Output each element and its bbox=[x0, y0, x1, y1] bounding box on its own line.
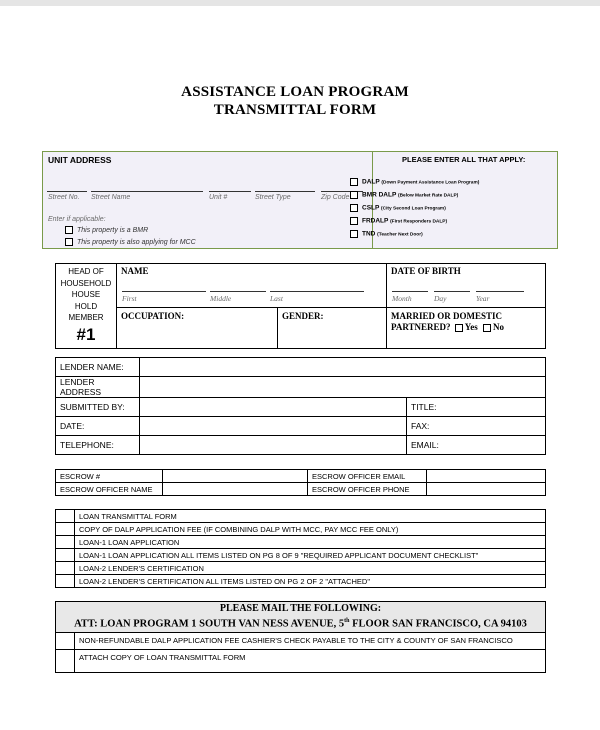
escrow-number-label: ESCROW # bbox=[56, 470, 163, 483]
unit-address-label: UNIT ADDRESS bbox=[48, 155, 112, 165]
mail-address-part: FLOOR SAN FRANCISCO, CA 94103 bbox=[349, 618, 527, 630]
day-line[interactable] bbox=[434, 291, 470, 292]
option-frdalp bbox=[350, 217, 447, 225]
escrow-officer-phone-field[interactable] bbox=[427, 483, 546, 496]
street-type-caption: Street Type bbox=[255, 194, 291, 201]
form-title-line2: TRANSMITTAL FORM bbox=[213, 102, 377, 118]
mail-item: NON-REFUNDABLE DALP APPLICATION FEE CASHIER'S CHECK PAYABLE TO THE CITY & COUNTY OF SAN FRANCISCO bbox=[75, 632, 546, 649]
checklist-checkbox[interactable] bbox=[56, 575, 75, 588]
mail-item-checkbox[interactable] bbox=[56, 632, 75, 649]
name-cell[interactable] bbox=[117, 264, 387, 308]
submitted-by-field[interactable] bbox=[140, 398, 407, 417]
date-label: DATE: bbox=[56, 417, 140, 436]
fax-label: FAX: bbox=[407, 417, 444, 436]
member-number: #1 bbox=[76, 324, 96, 344]
form-title-line1: ASSISTANCE LOAN PROGRAM bbox=[181, 84, 409, 100]
zip-caption: Zip Code bbox=[321, 194, 350, 201]
gender-label: GENDER: bbox=[282, 311, 324, 322]
escrow-officer-email-label: ESCROW OFFICER EMAIL bbox=[308, 470, 427, 483]
checklist-item: COPY OF DALP APPLICATION FEE (IF COMBINING DALP WITH MCC, PAY MCC FEE ONLY) bbox=[75, 523, 546, 536]
unit-no-field[interactable] bbox=[209, 191, 251, 192]
household-label-line: MEMBER bbox=[68, 313, 104, 322]
mcc-checkbox[interactable] bbox=[65, 238, 73, 246]
dalp-desc: (Down Payment Assistance Loan Program) bbox=[381, 180, 480, 186]
cslp-code: CSLP bbox=[362, 204, 380, 212]
email-label: EMAIL: bbox=[407, 436, 444, 455]
checklist-item: LOAN TRANSMITTAL FORM bbox=[75, 510, 546, 523]
no-label: No bbox=[493, 322, 505, 333]
option-tnd bbox=[350, 230, 423, 238]
first-name-line[interactable] bbox=[122, 291, 206, 292]
gender-cell[interactable] bbox=[278, 308, 387, 348]
escrow-officer-phone-label: ESCROW OFFICER PHONE bbox=[308, 483, 427, 496]
enter-if-applicable: Enter if applicable: bbox=[48, 216, 106, 223]
household-label-line: HOUSE bbox=[71, 290, 101, 299]
telephone-field[interactable] bbox=[140, 436, 407, 455]
option-cslp bbox=[350, 204, 446, 212]
bmr-dalp-checkbox[interactable] bbox=[350, 191, 358, 199]
cslp-checkbox[interactable] bbox=[350, 204, 358, 212]
mail-address-sup: th bbox=[344, 618, 350, 624]
bmr-dalp-desc: (Below Market Rate DALP) bbox=[398, 193, 459, 199]
household-label-line: HOLD bbox=[74, 301, 98, 311]
married-yes-checkbox[interactable] bbox=[455, 324, 463, 332]
married-no-checkbox[interactable] bbox=[483, 324, 491, 332]
escrow-officer-name-label: ESCROW OFFICER NAME bbox=[56, 483, 163, 496]
mcc-option bbox=[65, 238, 196, 246]
mcc-option-text: This property is also applying for MCC bbox=[77, 238, 196, 246]
frdalp-code: FRDALP bbox=[362, 217, 389, 225]
mail-item: ATTACH COPY OF LOAN TRANSMITTAL FORM bbox=[75, 649, 546, 672]
street-name-field[interactable] bbox=[91, 191, 203, 192]
email-field[interactable] bbox=[443, 436, 546, 455]
lender-address-field[interactable] bbox=[140, 377, 546, 398]
middle-caption: Middle bbox=[210, 294, 232, 303]
street-no-field[interactable] bbox=[47, 191, 87, 192]
mail-heading-cell bbox=[56, 602, 546, 633]
year-caption: Year bbox=[476, 294, 490, 303]
lender-name-field[interactable] bbox=[140, 358, 546, 377]
option-dalp bbox=[350, 178, 479, 186]
last-caption: Last bbox=[270, 294, 283, 303]
last-name-line[interactable] bbox=[270, 291, 364, 292]
document-checklist-table bbox=[55, 509, 546, 588]
escrow-officer-name-field[interactable] bbox=[163, 483, 308, 496]
apply-heading: PLEASE ENTER ALL THAT APPLY: bbox=[402, 155, 526, 164]
unit-no-caption: Unit # bbox=[209, 194, 228, 201]
year-line[interactable] bbox=[476, 291, 524, 292]
dob-cell[interactable] bbox=[387, 264, 546, 308]
occupation-label: OCCUPATION: bbox=[121, 311, 185, 322]
telephone-label: TELEPHONE: bbox=[56, 436, 140, 455]
option-bmr-dalp bbox=[350, 191, 458, 199]
name-label: NAME bbox=[121, 266, 149, 276]
escrow-table bbox=[55, 469, 546, 496]
submitted-by-label: SUBMITTED BY: bbox=[56, 398, 140, 417]
first-caption: First bbox=[122, 294, 137, 303]
checklist-item: LOAN-1 LOAN APPLICATION bbox=[75, 536, 546, 549]
occupation-cell[interactable] bbox=[117, 308, 278, 348]
checklist-checkbox[interactable] bbox=[56, 562, 75, 575]
fax-field[interactable] bbox=[443, 417, 546, 436]
household-label-line: HEAD OF bbox=[68, 267, 104, 276]
mail-heading: PLEASE MAIL THE FOLLOWING: bbox=[219, 603, 382, 614]
frdalp-desc: (First Responders DALP) bbox=[390, 219, 448, 225]
bmr-checkbox[interactable] bbox=[65, 226, 73, 234]
tnd-checkbox[interactable] bbox=[350, 230, 358, 238]
lender-address-label: LENDER ADDRESS bbox=[56, 377, 140, 398]
dalp-checkbox[interactable] bbox=[350, 178, 358, 186]
household-label-cell bbox=[56, 264, 117, 349]
dalp-code: DALP bbox=[362, 178, 380, 186]
title-field[interactable] bbox=[443, 398, 546, 417]
married-cell bbox=[387, 308, 546, 348]
bmr-option-text: This property is a BMR bbox=[77, 226, 149, 234]
dob-label: DATE OF BIRTH bbox=[391, 266, 461, 276]
escrow-number-field[interactable] bbox=[163, 470, 308, 483]
checklist-checkbox[interactable] bbox=[56, 510, 75, 523]
household-member-table bbox=[55, 263, 546, 349]
street-name-caption: Street Name bbox=[91, 194, 131, 201]
mail-instructions-table bbox=[55, 601, 546, 673]
middle-name-line[interactable] bbox=[210, 291, 266, 292]
married-label: MARRIED OR DOMESTIC bbox=[391, 311, 503, 322]
household-label-line: HOUSEHOLD bbox=[60, 278, 112, 288]
checklist-item: LOAN-2 LENDER'S CERTIFICATION ALL ITEMS LISTED ON PG 2 OF 2 "ATTACHED" bbox=[75, 575, 546, 588]
day-caption: Day bbox=[434, 294, 447, 303]
checklist-checkbox[interactable] bbox=[56, 549, 75, 562]
yes-label: Yes bbox=[464, 322, 478, 333]
street-no-caption: Street No. bbox=[48, 194, 80, 201]
month-line[interactable] bbox=[392, 291, 428, 292]
tnd-desc: (Teacher Next Door) bbox=[377, 232, 423, 238]
frdalp-checkbox[interactable] bbox=[350, 217, 358, 225]
tnd-code: TND bbox=[362, 230, 376, 238]
checklist-checkbox[interactable] bbox=[56, 536, 75, 549]
escrow-officer-email-field[interactable] bbox=[427, 470, 546, 483]
street-type-field[interactable] bbox=[255, 191, 315, 192]
page-top-edge bbox=[0, 0, 600, 6]
lender-name-label: LENDER NAME: bbox=[56, 358, 140, 377]
partnered-label: PARTNERED? bbox=[391, 322, 451, 333]
title-label: TITLE: bbox=[407, 398, 444, 417]
date-field[interactable] bbox=[140, 417, 407, 436]
mail-address-part: ATT: LOAN PROGRAM 1 SOUTH VAN NESS AVENUE, 5 bbox=[74, 618, 345, 630]
cslp-desc: (City Second Loan Program) bbox=[381, 206, 446, 212]
bmr-dalp-code: BMR DALP bbox=[362, 191, 397, 199]
mail-address bbox=[58, 615, 543, 631]
lender-table bbox=[55, 357, 546, 455]
unit-address-section bbox=[42, 151, 558, 249]
checklist-item: LOAN-1 LOAN APPLICATION ALL ITEMS LISTED ON PG 8 OF 9 "REQUIRED APPLICANT DOCUMENT CHECKLIST" bbox=[75, 549, 546, 562]
checklist-checkbox[interactable] bbox=[56, 523, 75, 536]
month-caption: Month bbox=[392, 294, 412, 303]
checklist-item: LOAN-2 LENDER'S CERTIFICATION bbox=[75, 562, 546, 575]
mail-item-checkbox[interactable] bbox=[56, 649, 75, 672]
bmr-option bbox=[65, 226, 148, 234]
